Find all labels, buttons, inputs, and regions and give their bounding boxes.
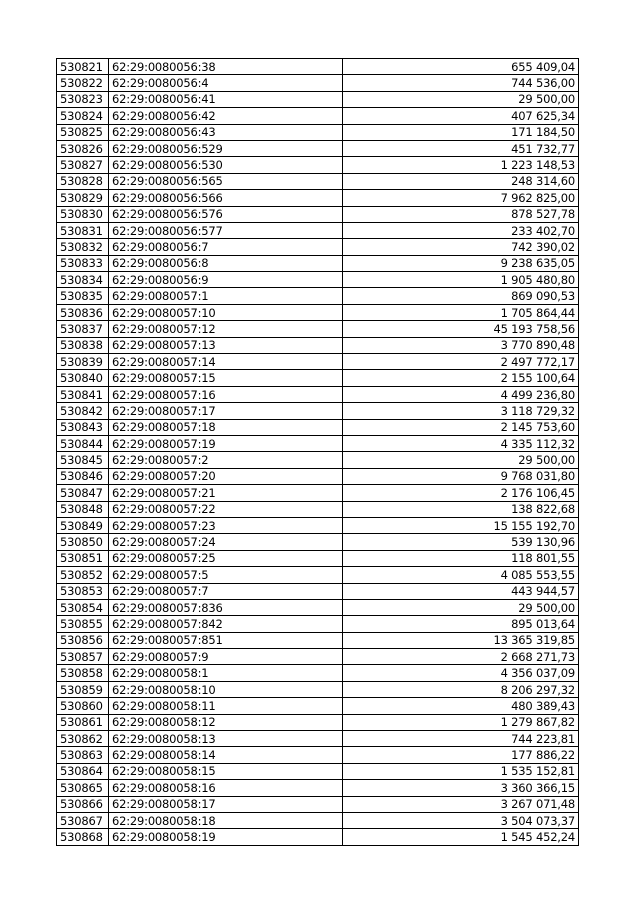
table-row [57, 452, 579, 468]
table-row [57, 91, 579, 107]
cadastral-number-cell: 62:29:0080057:2 [109, 452, 343, 468]
cadastral-value-cell: 29 500,00 [343, 452, 579, 468]
row-number-cell: 530828 [57, 173, 109, 189]
row-number-cell: 530837 [57, 321, 109, 337]
cadastral-value-cell: 1 535 152,81 [343, 763, 579, 779]
cadastral-value-cell: 4 356 037,09 [343, 665, 579, 681]
cadastral-number-cell: 62:29:0080057:22 [109, 501, 343, 517]
cadastral-value-cell: 4 085 553,55 [343, 567, 579, 583]
table-row [57, 468, 579, 484]
cadastral-value-cell: 3 118 729,32 [343, 403, 579, 419]
cadastral-number-cell: 62:29:0080058:13 [109, 731, 343, 747]
row-number-cell: 530861 [57, 714, 109, 730]
row-number-cell: 530868 [57, 829, 109, 845]
cadastral-number-cell: 62:29:0080056:565 [109, 173, 343, 189]
cadastral-value-cell: 171 184,50 [343, 124, 579, 140]
table-row [57, 108, 579, 124]
row-number-cell: 530844 [57, 435, 109, 451]
row-number-cell: 530845 [57, 452, 109, 468]
table-row [57, 419, 579, 435]
row-number-cell: 530824 [57, 108, 109, 124]
row-number-cell: 530852 [57, 567, 109, 583]
cadastral-value-cell: 233 402,70 [343, 222, 579, 238]
cadastral-number-cell: 62:29:0080057:10 [109, 304, 343, 320]
row-number-cell: 530853 [57, 583, 109, 599]
table-row [57, 796, 579, 812]
cadastral-value-cell: 1 279 867,82 [343, 714, 579, 730]
table-row [57, 583, 579, 599]
cadastral-value-cell: 13 365 319,85 [343, 632, 579, 648]
cadastral-value-cell: 3 504 073,37 [343, 812, 579, 828]
cadastral-value-cell: 2 497 772,17 [343, 354, 579, 370]
cadastral-value-cell: 2 176 106,45 [343, 485, 579, 501]
cadastral-value-cell: 878 527,78 [343, 206, 579, 222]
cadastral-number-cell: 62:29:0080057:836 [109, 599, 343, 615]
table-row [57, 124, 579, 140]
table-row [57, 681, 579, 697]
table-row [57, 649, 579, 665]
cadastral-number-cell: 62:29:0080058:1 [109, 665, 343, 681]
cadastral-value-cell: 177 886,22 [343, 747, 579, 763]
row-number-cell: 530840 [57, 370, 109, 386]
cadastral-number-cell: 62:29:0080056:7 [109, 239, 343, 255]
cadastral-number-cell: 62:29:0080057:24 [109, 534, 343, 550]
cadastral-number-cell: 62:29:0080058:12 [109, 714, 343, 730]
table-row [57, 255, 579, 271]
row-number-cell: 530823 [57, 91, 109, 107]
cadastral-value-cell: 443 944,57 [343, 583, 579, 599]
table-row [57, 321, 579, 337]
cadastral-value-cell: 1 705 864,44 [343, 304, 579, 320]
row-number-cell: 530842 [57, 403, 109, 419]
cadastral-value-cell: 15 155 192,70 [343, 517, 579, 533]
cadastral-value-cell: 4 499 236,80 [343, 386, 579, 402]
cadastral-value-cell: 895 013,64 [343, 616, 579, 632]
cadastral-value-cell: 1 223 148,53 [343, 157, 579, 173]
row-number-cell: 530834 [57, 272, 109, 288]
cadastral-number-cell: 62:29:0080056:530 [109, 157, 343, 173]
table-row [57, 386, 579, 402]
cadastral-number-cell: 62:29:0080056:4 [109, 75, 343, 91]
cadastral-number-cell: 62:29:0080056:41 [109, 91, 343, 107]
cadastral-number-cell: 62:29:0080056:42 [109, 108, 343, 124]
cadastral-value-cell: 9 238 635,05 [343, 255, 579, 271]
cadastral-value-cell: 744 536,00 [343, 75, 579, 91]
cadastral-number-cell: 62:29:0080057:13 [109, 337, 343, 353]
cadastral-number-cell: 62:29:0080057:25 [109, 550, 343, 566]
row-number-cell: 530836 [57, 304, 109, 320]
table-row [57, 731, 579, 747]
row-number-cell: 530825 [57, 124, 109, 140]
cadastral-number-cell: 62:29:0080057:17 [109, 403, 343, 419]
row-number-cell: 530860 [57, 698, 109, 714]
cadastral-number-cell: 62:29:0080056:566 [109, 190, 343, 206]
cadastral-value-table [56, 58, 579, 846]
cadastral-value-cell: 1 545 452,24 [343, 829, 579, 845]
row-number-cell: 530864 [57, 763, 109, 779]
row-number-cell: 530832 [57, 239, 109, 255]
row-number-cell: 530827 [57, 157, 109, 173]
cadastral-value-cell: 3 267 071,48 [343, 796, 579, 812]
table-row [57, 665, 579, 681]
row-number-cell: 530862 [57, 731, 109, 747]
cadastral-number-cell: 62:29:0080057:842 [109, 616, 343, 632]
row-number-cell: 530865 [57, 780, 109, 796]
row-number-cell: 530835 [57, 288, 109, 304]
cadastral-number-cell: 62:29:0080057:16 [109, 386, 343, 402]
table-row [57, 632, 579, 648]
cadastral-number-cell: 62:29:0080058:18 [109, 812, 343, 828]
cadastral-value-cell: 407 625,34 [343, 108, 579, 124]
cadastral-number-cell: 62:29:0080057:20 [109, 468, 343, 484]
cadastral-value-cell: 451 732,77 [343, 140, 579, 156]
row-number-cell: 530846 [57, 468, 109, 484]
table-row [57, 616, 579, 632]
row-number-cell: 530847 [57, 485, 109, 501]
row-number-cell: 530850 [57, 534, 109, 550]
cadastral-number-cell: 62:29:0080056:529 [109, 140, 343, 156]
table-row [57, 206, 579, 222]
row-number-cell: 530826 [57, 140, 109, 156]
cadastral-number-cell: 62:29:0080056:38 [109, 59, 343, 75]
cadastral-number-cell: 62:29:0080057:5 [109, 567, 343, 583]
cadastral-number-cell: 62:29:0080058:16 [109, 780, 343, 796]
row-number-cell: 530822 [57, 75, 109, 91]
table-row [57, 222, 579, 238]
row-number-cell: 530831 [57, 222, 109, 238]
row-number-cell: 530849 [57, 517, 109, 533]
cadastral-number-cell: 62:29:0080056:43 [109, 124, 343, 140]
cadastral-value-cell: 2 668 271,73 [343, 649, 579, 665]
cadastral-value-cell: 138 822,68 [343, 501, 579, 517]
cadastral-number-cell: 62:29:0080057:18 [109, 419, 343, 435]
cadastral-value-cell: 4 335 112,32 [343, 435, 579, 451]
cadastral-number-cell: 62:29:0080056:9 [109, 272, 343, 288]
table-row [57, 714, 579, 730]
table-row [57, 534, 579, 550]
cadastral-number-cell: 62:29:0080057:23 [109, 517, 343, 533]
row-number-cell: 530866 [57, 796, 109, 812]
cadastral-value-cell: 7 962 825,00 [343, 190, 579, 206]
table-row [57, 698, 579, 714]
table-row [57, 501, 579, 517]
table-row [57, 763, 579, 779]
table-row [57, 337, 579, 353]
table-row [57, 190, 579, 206]
cadastral-value-cell: 9 768 031,80 [343, 468, 579, 484]
table-body [57, 59, 579, 846]
cadastral-number-cell: 62:29:0080057:851 [109, 632, 343, 648]
table-row [57, 567, 579, 583]
cadastral-value-cell: 655 409,04 [343, 59, 579, 75]
table-row [57, 517, 579, 533]
cadastral-value-cell: 3 360 366,15 [343, 780, 579, 796]
row-number-cell: 530854 [57, 599, 109, 615]
row-number-cell: 530833 [57, 255, 109, 271]
row-number-cell: 530838 [57, 337, 109, 353]
table-row [57, 59, 579, 75]
cadastral-value-cell: 742 390,02 [343, 239, 579, 255]
cadastral-value-cell: 2 145 753,60 [343, 419, 579, 435]
cadastral-value-cell: 3 770 890,48 [343, 337, 579, 353]
cadastral-value-cell: 8 206 297,32 [343, 681, 579, 697]
cadastral-value-cell: 29 500,00 [343, 599, 579, 615]
cadastral-number-cell: 62:29:0080056:8 [109, 255, 343, 271]
cadastral-value-cell: 1 905 480,80 [343, 272, 579, 288]
table-row [57, 780, 579, 796]
row-number-cell: 530841 [57, 386, 109, 402]
row-number-cell: 530857 [57, 649, 109, 665]
cadastral-number-cell: 62:29:0080057:15 [109, 370, 343, 386]
row-number-cell: 530867 [57, 812, 109, 828]
table-row [57, 75, 579, 91]
table-row [57, 435, 579, 451]
row-number-cell: 530855 [57, 616, 109, 632]
table-row [57, 812, 579, 828]
row-number-cell: 530858 [57, 665, 109, 681]
cadastral-value-cell: 539 130,96 [343, 534, 579, 550]
cadastral-value-cell: 248 314,60 [343, 173, 579, 189]
row-number-cell: 530863 [57, 747, 109, 763]
cadastral-number-cell: 62:29:0080057:7 [109, 583, 343, 599]
table-row [57, 173, 579, 189]
cadastral-number-cell: 62:29:0080057:12 [109, 321, 343, 337]
row-number-cell: 530829 [57, 190, 109, 206]
cadastral-value-cell: 118 801,55 [343, 550, 579, 566]
table-row [57, 829, 579, 845]
cadastral-value-cell: 45 193 758,56 [343, 321, 579, 337]
table-row [57, 747, 579, 763]
cadastral-number-cell: 62:29:0080056:576 [109, 206, 343, 222]
cadastral-value-cell: 2 155 100,64 [343, 370, 579, 386]
row-number-cell: 530856 [57, 632, 109, 648]
table-row [57, 550, 579, 566]
cadastral-value-cell: 744 223,81 [343, 731, 579, 747]
row-number-cell: 530848 [57, 501, 109, 517]
row-number-cell: 530843 [57, 419, 109, 435]
cadastral-number-cell: 62:29:0080056:577 [109, 222, 343, 238]
cadastral-number-cell: 62:29:0080057:19 [109, 435, 343, 451]
table-row [57, 272, 579, 288]
table-row [57, 239, 579, 255]
table-row [57, 288, 579, 304]
row-number-cell: 530859 [57, 681, 109, 697]
cadastral-number-cell: 62:29:0080057:21 [109, 485, 343, 501]
table-row [57, 599, 579, 615]
cadastral-number-cell: 62:29:0080057:1 [109, 288, 343, 304]
cadastral-number-cell: 62:29:0080058:14 [109, 747, 343, 763]
cadastral-value-cell: 480 389,43 [343, 698, 579, 714]
cadastral-value-cell: 29 500,00 [343, 91, 579, 107]
row-number-cell: 530839 [57, 354, 109, 370]
table-row [57, 370, 579, 386]
table-row [57, 485, 579, 501]
cadastral-number-cell: 62:29:0080058:11 [109, 698, 343, 714]
table-row [57, 157, 579, 173]
cadastral-number-cell: 62:29:0080058:17 [109, 796, 343, 812]
row-number-cell: 530821 [57, 59, 109, 75]
row-number-cell: 530830 [57, 206, 109, 222]
cadastral-number-cell: 62:29:0080058:19 [109, 829, 343, 845]
table-row [57, 140, 579, 156]
cadastral-number-cell: 62:29:0080057:14 [109, 354, 343, 370]
cadastral-number-cell: 62:29:0080057:9 [109, 649, 343, 665]
table-row [57, 304, 579, 320]
row-number-cell: 530851 [57, 550, 109, 566]
cadastral-number-cell: 62:29:0080058:10 [109, 681, 343, 697]
table-row [57, 354, 579, 370]
cadastral-value-cell: 869 090,53 [343, 288, 579, 304]
cadastral-number-cell: 62:29:0080058:15 [109, 763, 343, 779]
table-row [57, 403, 579, 419]
